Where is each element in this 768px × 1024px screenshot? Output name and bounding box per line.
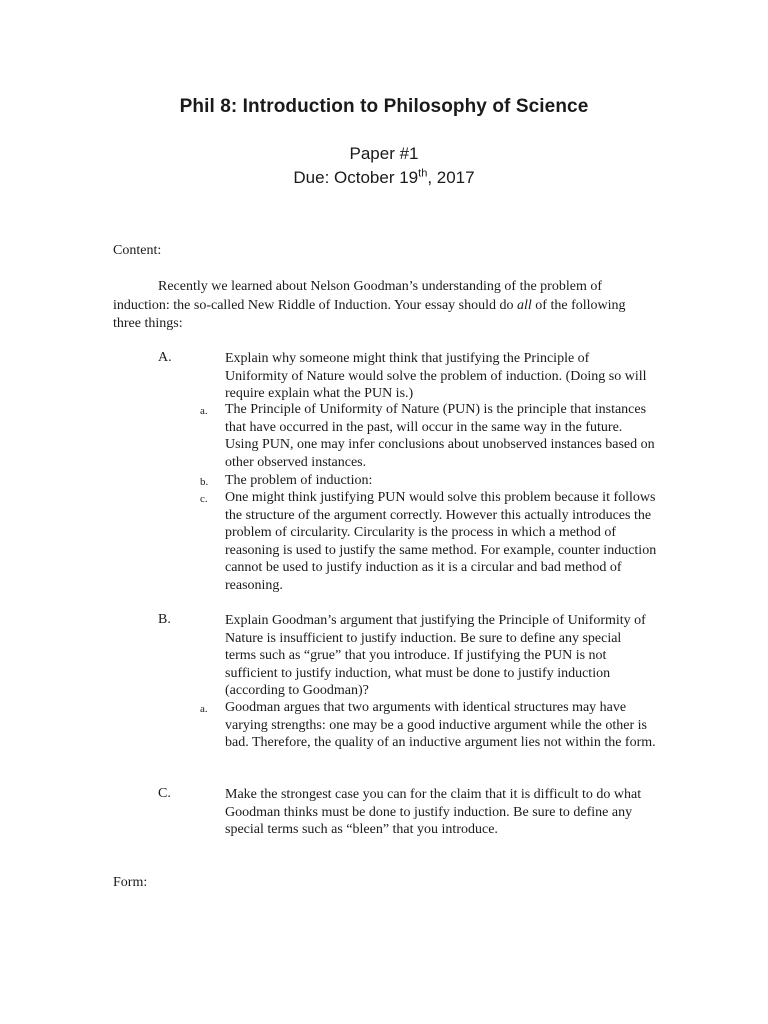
subitem-text: The Principle of Uniformity of Nature (PUN) is the principle that instances that have occurred in the past, will occur in the same way in the future. Using PUN, one may infer conclusions about unobserved instances based on other observed instances. <box>225 402 655 470</box>
due-date <box>0 168 768 188</box>
subitem-marker: a. <box>200 703 208 715</box>
form-heading: Form: <box>113 875 148 890</box>
item-b-text: Explain Goodman’s argument that justifying the Principle of Uniformity of Nature is insufficient to justify induction. Be sure to define any special terms such as “grue” that you introduce. If justifying the PUN is not sufficient to justify induction, what must be done to justify induction (according to Goodman)? <box>225 613 646 699</box>
intro-text-part2: of the following three things: <box>113 297 626 331</box>
subitem-text: The problem of induction: <box>225 473 373 488</box>
document-title: Phil 8: Introduction to Philosophy of Science <box>179 96 589 117</box>
content-heading: Content: <box>113 243 162 258</box>
due-date-prefix: Due: October 19 <box>293 168 419 187</box>
intro-paragraph <box>113 278 653 334</box>
due-date-suffix: , 2017 <box>427 168 475 187</box>
paper-number: Paper #1 <box>349 144 419 163</box>
subitem-text: One might think justifying PUN would solve this problem because it follows the structure of the argument correctly. However this actually introduces the problem of circularity. Circularity is the process in which a method of reasoning is used to justify the same method. For example, counter induction cannot be used to justify induction as it is a circular and bad method of reasoning. <box>225 490 657 593</box>
item-c-marker: C. <box>158 786 171 801</box>
item-b-marker: B. <box>158 612 171 627</box>
due-date-ordinal: th <box>418 167 428 180</box>
item-a-marker: A. <box>158 350 172 365</box>
item-a-text: Explain why someone might think that justifying the Principle of Uniformity of Nature would solve the problem of induction. (Doing so will require explain what the PUN is.) <box>225 351 647 402</box>
subitem-marker: c. <box>200 493 208 505</box>
intro-text-part1: Recently we learned about Nelson Goodman’s understanding of the problem of induction: the so-called New Riddle of Induction. Your essay should do <box>113 279 602 313</box>
subitem-text: Goodman argues that two arguments with identical structures may have varying strengths: one may be a good inductive argument while the other is bad. Therefore, the quality of an inductive argument lies not within the form. <box>225 700 656 751</box>
subitem-marker: a. <box>200 405 208 417</box>
item-c-text: Make the strongest case you can for the claim that it is difficult to do what Goodman thinks must be done to justify induction. Be sure to define any special terms such as “bleen” that you introduce. <box>225 787 642 838</box>
intro-emphasis: all <box>517 297 532 313</box>
subitem-marker: b. <box>200 476 209 488</box>
